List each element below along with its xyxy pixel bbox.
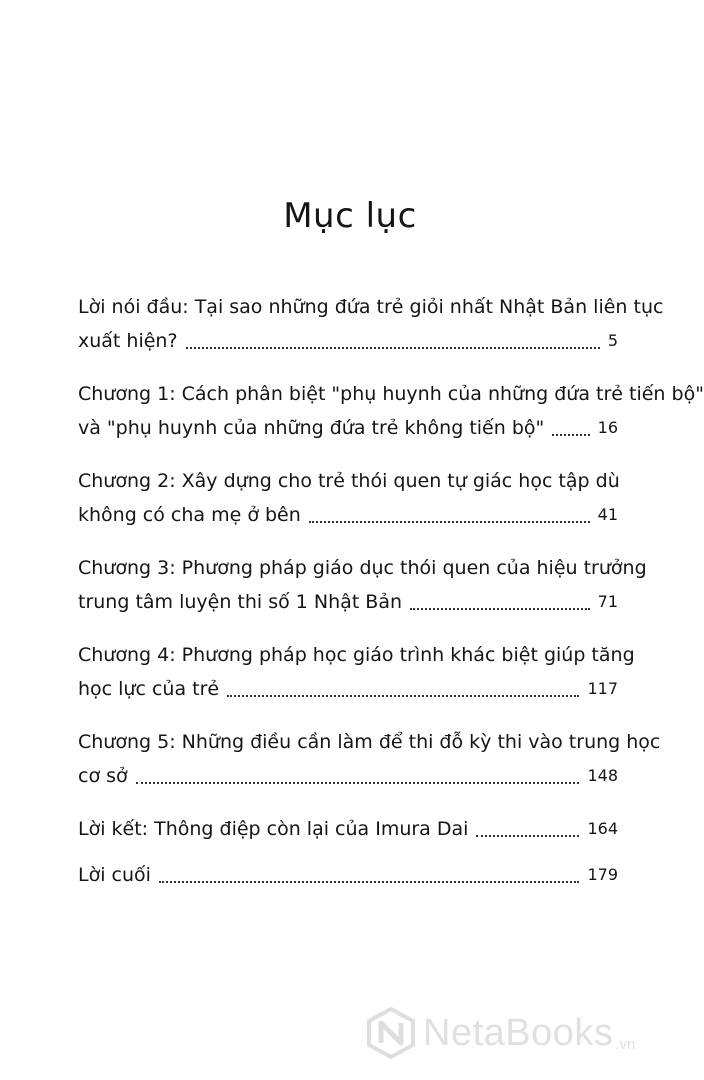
toc-entry-title: Chương 1: Cách phân biệt "phụ huynh của những đứa trẻ tiến bộ": [78, 383, 704, 405]
page-number: 117: [587, 679, 618, 698]
toc-entry-title-cont: xuất hiện?: [78, 330, 178, 352]
toc-entry-afterword[interactable]: [78, 858, 618, 892]
toc-entry-title: Lời nói đầu: Tại sao những đứa trẻ giỏi nhất Nhật Bản liên tục: [78, 296, 664, 318]
toc-entry-title: Chương 4: Phương pháp học giáo trình khác biệt giúp tăng: [78, 644, 635, 666]
page-number: 179: [587, 865, 618, 884]
table-of-contents: [78, 290, 704, 904]
toc-entry-title-cont: không có cha mẹ ở bên: [78, 504, 301, 526]
toc-entry-preface[interactable]: [78, 290, 664, 358]
toc-entry-title-cont: cơ sở: [78, 765, 128, 787]
toc-entry-title: Lời cuối: [78, 864, 151, 886]
dot-leader: [552, 434, 589, 436]
toc-entry-title: Lời kết: Thông điệp còn lại của Imura Dai: [78, 818, 469, 840]
page-number: 71: [597, 592, 618, 611]
toc-entry-title: Chương 2: Xây dựng cho trẻ thói quen tự giác học tập dù: [78, 470, 620, 492]
page-number: 41: [597, 505, 618, 524]
toc-entry-conclusion[interactable]: [78, 812, 618, 846]
dot-leader: [476, 835, 579, 837]
dot-leader: [136, 782, 580, 784]
page-number: 5: [607, 331, 618, 350]
toc-entry-chapter-4[interactable]: [78, 638, 635, 706]
toc-entry-chapter-3[interactable]: [78, 551, 647, 619]
toc-entry-chapter-2[interactable]: [78, 464, 618, 532]
page-number: 16: [597, 418, 618, 437]
dot-leader: [227, 695, 579, 697]
netabooks-watermark: [365, 1003, 695, 1063]
toc-entry-chapter-5[interactable]: [78, 725, 661, 793]
toc-entry-title: Chương 3: Phương pháp giáo dục thói quen của hiệu trưởng: [78, 557, 647, 579]
toc-entry-chapter-1[interactable]: [78, 377, 704, 445]
toc-entry-title-cont: và "phụ huynh của những đứa trẻ không tiến bộ": [78, 417, 545, 439]
watermark-suffix: .vn: [615, 1036, 636, 1053]
page-number: 164: [587, 819, 618, 838]
dot-leader: [410, 608, 590, 610]
toc-entry-title: Chương 5: Những điều cần làm để thi đỗ kỳ thi vào trung học: [78, 731, 661, 753]
dot-leader: [186, 347, 600, 349]
netabooks-logo-icon: [365, 1007, 417, 1059]
page-number: 148: [587, 766, 618, 785]
watermark-text: NetaBooks: [423, 1011, 614, 1054]
toc-entry-title-cont: học lực của trẻ: [78, 678, 220, 700]
dot-leader: [159, 881, 580, 883]
page-title: Mục lục: [283, 196, 417, 236]
dot-leader: [309, 521, 590, 523]
toc-entry-title-cont: trung tâm luyện thi số 1 Nhật Bản: [78, 591, 403, 613]
